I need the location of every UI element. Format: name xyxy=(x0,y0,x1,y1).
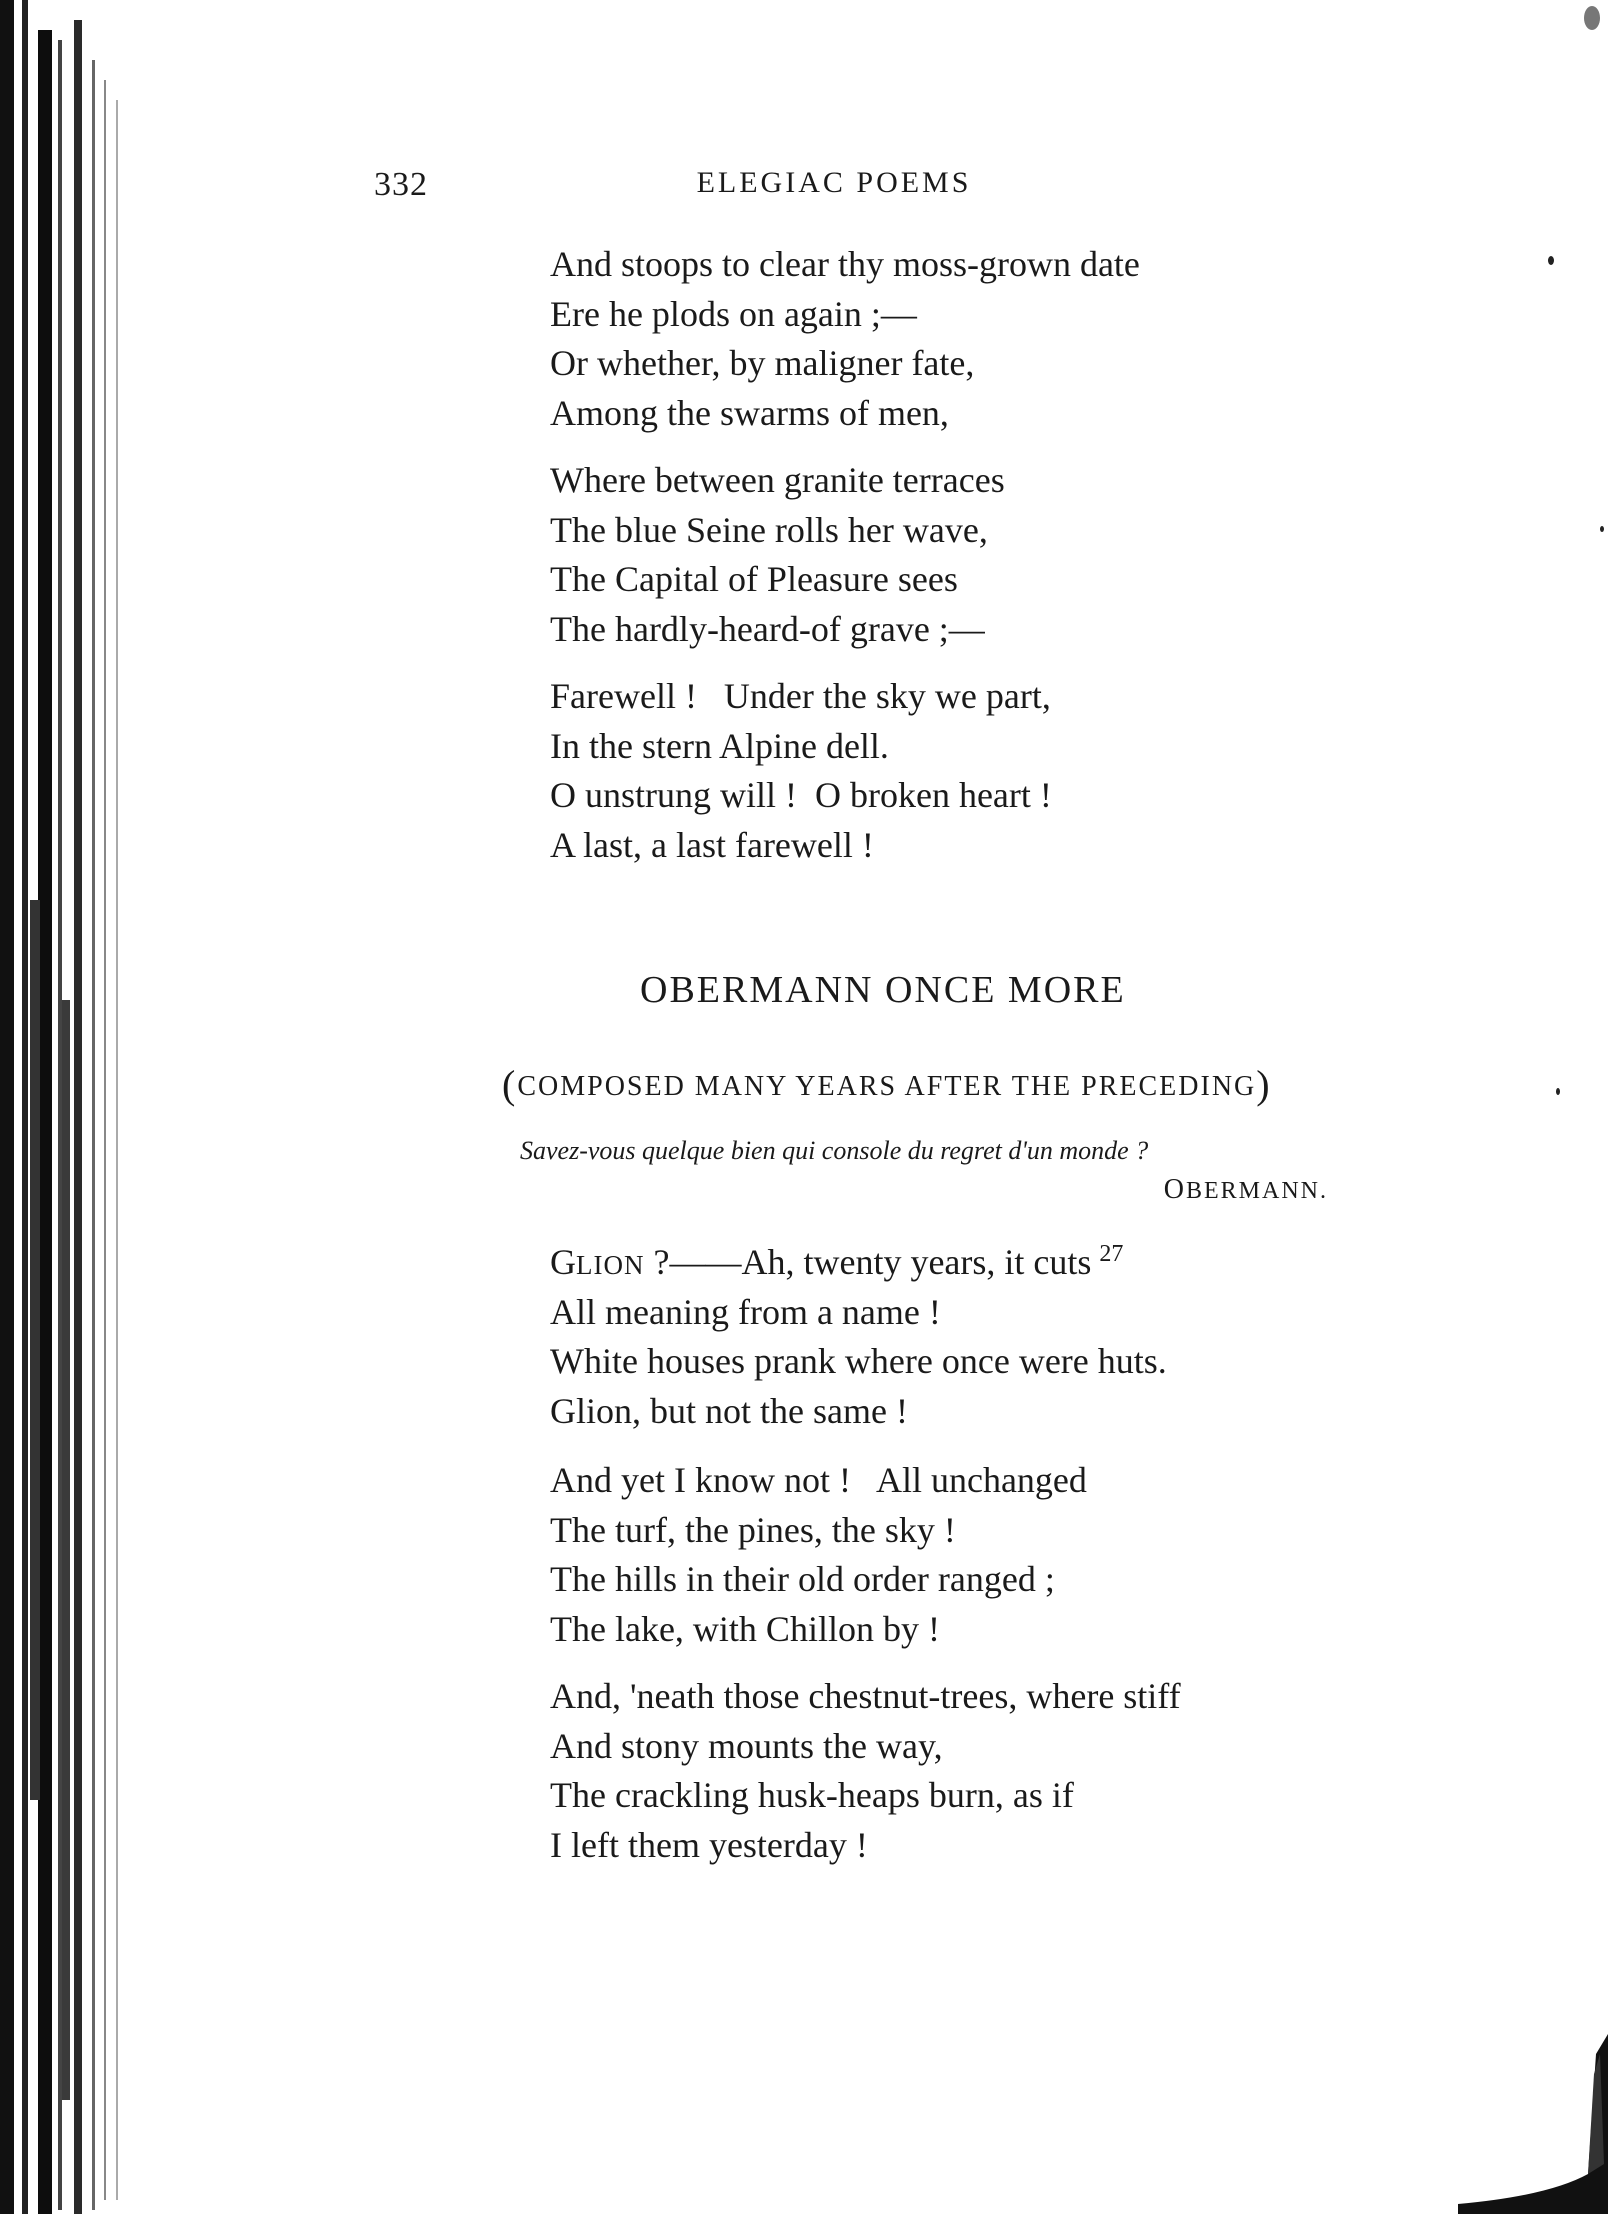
poem-subtitle xyxy=(502,1058,1272,1105)
ink-speck xyxy=(1600,526,1604,532)
subtitle-open-paren: ( xyxy=(502,1062,518,1107)
stanza xyxy=(550,240,1140,438)
binding-gutter-shadow xyxy=(0,0,130,2214)
verse-line-first xyxy=(550,1238,1167,1288)
verse-line: All meaning from a name ! xyxy=(550,1291,941,1332)
verse-line: A last, a last farewell ! xyxy=(550,824,874,865)
stanza xyxy=(550,1456,1087,1654)
verse-line: Or whether, by maligner fate, xyxy=(550,343,975,383)
verse-line: Where between granite terraces xyxy=(550,460,1005,500)
ink-speck xyxy=(1584,6,1600,30)
verse-line: The crackling husk-heaps burn, as if xyxy=(550,1775,1074,1815)
stanza xyxy=(550,672,1052,870)
author-initial: O xyxy=(1163,1174,1186,1205)
verse-line: I left them yesterday ! xyxy=(550,1824,868,1865)
verse-line: Among the swarms of men, xyxy=(550,392,949,433)
ink-speck xyxy=(1548,256,1554,265)
ink-speck xyxy=(1556,1088,1560,1095)
running-title: ELEGIAC POEMS xyxy=(696,166,972,199)
verse-line: The lake, with Chillon by ! xyxy=(550,1608,940,1649)
stanza xyxy=(550,1672,1181,1870)
first-word-rest: LION xyxy=(576,1250,645,1280)
stanza xyxy=(550,1238,1167,1436)
verse-line: The hardly-heard-of grave ;— xyxy=(550,608,985,649)
verse-line: O unstrung will ! O broken heart ! xyxy=(550,775,1052,815)
page-corner-shadow xyxy=(1438,2014,1608,2214)
verse-line: Ere he plods on again ;— xyxy=(550,293,917,334)
verse-line: In the stern Alpine dell. xyxy=(550,725,889,766)
poem-title: OBERMANN ONCE MORE xyxy=(640,969,1126,1011)
verse-line: White houses prank where once were huts. xyxy=(550,1341,1167,1381)
subtitle-text: COMPOSED MANY YEARS AFTER THE PRECEDING xyxy=(517,1071,1257,1102)
first-line-rest: ?——Ah, twenty years, it cuts xyxy=(644,1242,1092,1282)
verse-line: And, 'neath those chestnut-trees, where stiff xyxy=(550,1676,1181,1716)
verse-line: The Capital of Pleasure sees xyxy=(550,559,958,599)
verse-line: The hills in their old order ranged ; xyxy=(550,1559,1055,1599)
verse-line: And yet I know not ! All unchanged xyxy=(550,1460,1087,1500)
subtitle-close-paren: ) xyxy=(1256,1062,1272,1107)
verse-line: Glion, but not the same ! xyxy=(550,1390,908,1431)
epigraph: Savez-vous quelque bien qui console du regret d'un monde ? xyxy=(520,1136,1149,1165)
first-word-initial: G xyxy=(550,1242,576,1282)
page-number: 332 xyxy=(374,166,428,203)
verse-line: And stony mounts the way, xyxy=(550,1725,943,1766)
epigraph-author xyxy=(1164,1174,1328,1206)
verse-line: The blue Seine rolls her wave, xyxy=(550,509,988,550)
note-reference: 27 xyxy=(1099,1241,1124,1267)
verse-line: The turf, the pines, the sky ! xyxy=(550,1509,956,1550)
verse-line: Farewell ! Under the sky we part, xyxy=(550,676,1051,716)
stanza xyxy=(550,456,1005,654)
verse-line: And stoops to clear thy moss-grown date xyxy=(550,244,1140,284)
author-rest: BERMANN. xyxy=(1185,1178,1328,1204)
